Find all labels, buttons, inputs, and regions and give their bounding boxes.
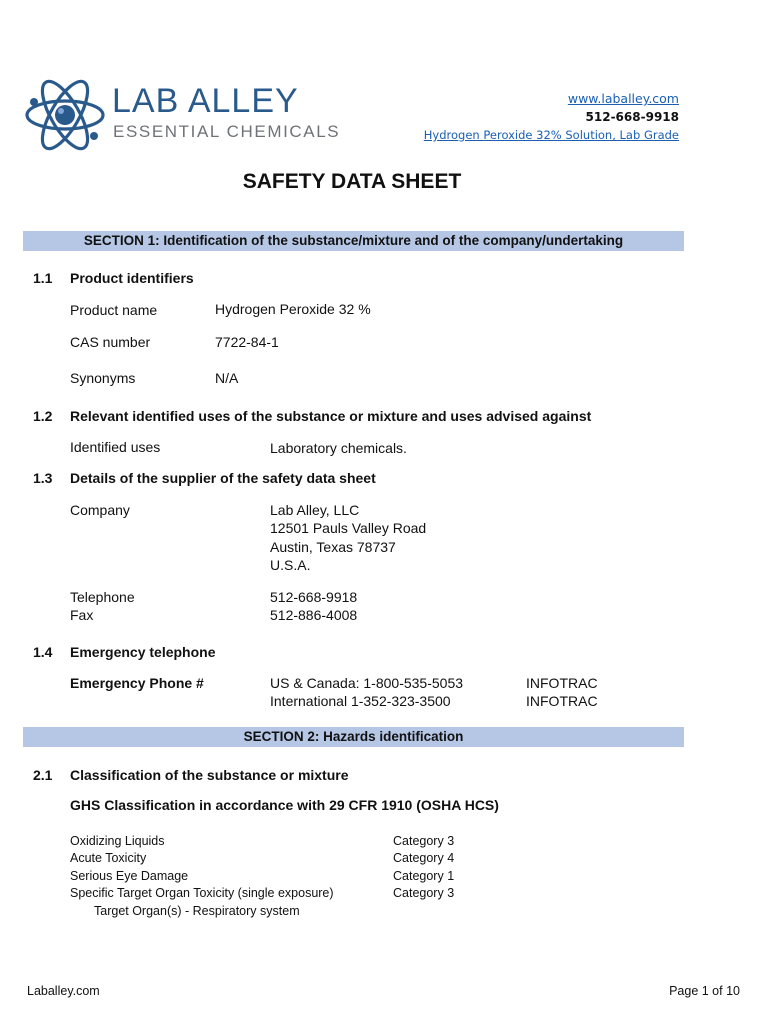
fax-value: 512-886-4008 bbox=[270, 607, 358, 623]
fax-label: Fax bbox=[70, 607, 94, 623]
hazard-name: Serious Eye Damage bbox=[70, 869, 189, 883]
telephone-value: 512-668-9918 bbox=[270, 589, 358, 605]
company-line: Austin, Texas 78737 bbox=[270, 539, 396, 555]
hazard-category: Category 1 bbox=[393, 869, 455, 883]
document-title: SAFETY DATA SHEET bbox=[242, 170, 462, 193]
emergency-provider: INFOTRAC bbox=[526, 675, 598, 691]
emergency-provider: INFOTRAC bbox=[526, 693, 598, 709]
hazard-category: Category 4 bbox=[393, 851, 455, 865]
identified-uses-value: Laboratory chemicals. bbox=[270, 440, 407, 456]
synonyms-label: Synonyms bbox=[70, 370, 136, 386]
target-organ-note: Target Organ(s) - Respiratory system bbox=[94, 904, 300, 918]
product-link[interactable]: Hydrogen Peroxide 32% Solution, Lab Grade bbox=[423, 128, 679, 142]
identified-uses-label: Identified uses bbox=[70, 439, 161, 455]
section-2-1-number: 2.1 bbox=[33, 767, 53, 783]
telephone-label: Telephone bbox=[70, 589, 135, 605]
cas-number-label: CAS number bbox=[70, 334, 151, 350]
section-1-heading: SECTION 1: Identification of the substance/mixture and of the company/undertaking bbox=[23, 231, 684, 251]
footer-page-number: Page 1 of 10 bbox=[669, 984, 740, 998]
logo-subtitle: ESSENTIAL CHEMICALS bbox=[113, 122, 341, 141]
section-1-4-title: Emergency telephone bbox=[70, 644, 216, 660]
emergency-phone-intl: International 1-352-323-3500 bbox=[270, 693, 451, 709]
emergency-phone-label: Emergency Phone # bbox=[70, 675, 204, 691]
company-line: Lab Alley, LLC bbox=[270, 502, 360, 518]
company-label: Company bbox=[70, 502, 130, 518]
hazard-name: Acute Toxicity bbox=[70, 851, 147, 865]
hazard-category: Category 3 bbox=[393, 886, 455, 900]
section-2-1-title: Classification of the substance or mixture bbox=[70, 767, 349, 783]
header-phone: 512-668-9918 bbox=[585, 110, 679, 124]
hazard-name: Specific Target Organ Toxicity (single exposure) bbox=[70, 886, 334, 900]
section-1-3-number: 1.3 bbox=[33, 470, 53, 486]
cas-number-value: 7722-84-1 bbox=[215, 334, 279, 350]
website-link[interactable]: www.laballey.com bbox=[567, 91, 679, 106]
section-1-1-title: Product identifiers bbox=[70, 270, 194, 286]
logo-title: LAB ALLEY bbox=[112, 82, 299, 120]
section-1-1-number: 1.1 bbox=[33, 270, 53, 286]
product-name-value: Hydrogen Peroxide 32 % bbox=[215, 301, 371, 317]
company-line: U.S.A. bbox=[270, 557, 311, 573]
section-1-3-title: Details of the supplier of the safety data sheet bbox=[70, 470, 376, 486]
emergency-phone-us: US & Canada: 1-800-535-5053 bbox=[270, 675, 464, 691]
atom-logo-icon bbox=[24, 74, 106, 156]
synonyms-value: N/A bbox=[215, 370, 239, 386]
product-name-label: Product name bbox=[70, 302, 158, 318]
ghs-classification-title: GHS Classification in accordance with 29 CFR 1910 (OSHA HCS) bbox=[70, 797, 499, 813]
footer-site: Laballey.com bbox=[27, 984, 100, 998]
section-1-2-number: 1.2 bbox=[33, 408, 53, 424]
section-1-2-title: Relevant identified uses of the substance or mixture and uses advised against bbox=[70, 408, 592, 424]
section-1-4-number: 1.4 bbox=[33, 644, 53, 660]
section-2-heading: SECTION 2: Hazards identification bbox=[23, 727, 684, 747]
company-line: 12501 Pauls Valley Road bbox=[270, 520, 427, 536]
hazard-category: Category 3 bbox=[393, 834, 455, 848]
hazard-name: Oxidizing Liquids bbox=[70, 834, 165, 848]
